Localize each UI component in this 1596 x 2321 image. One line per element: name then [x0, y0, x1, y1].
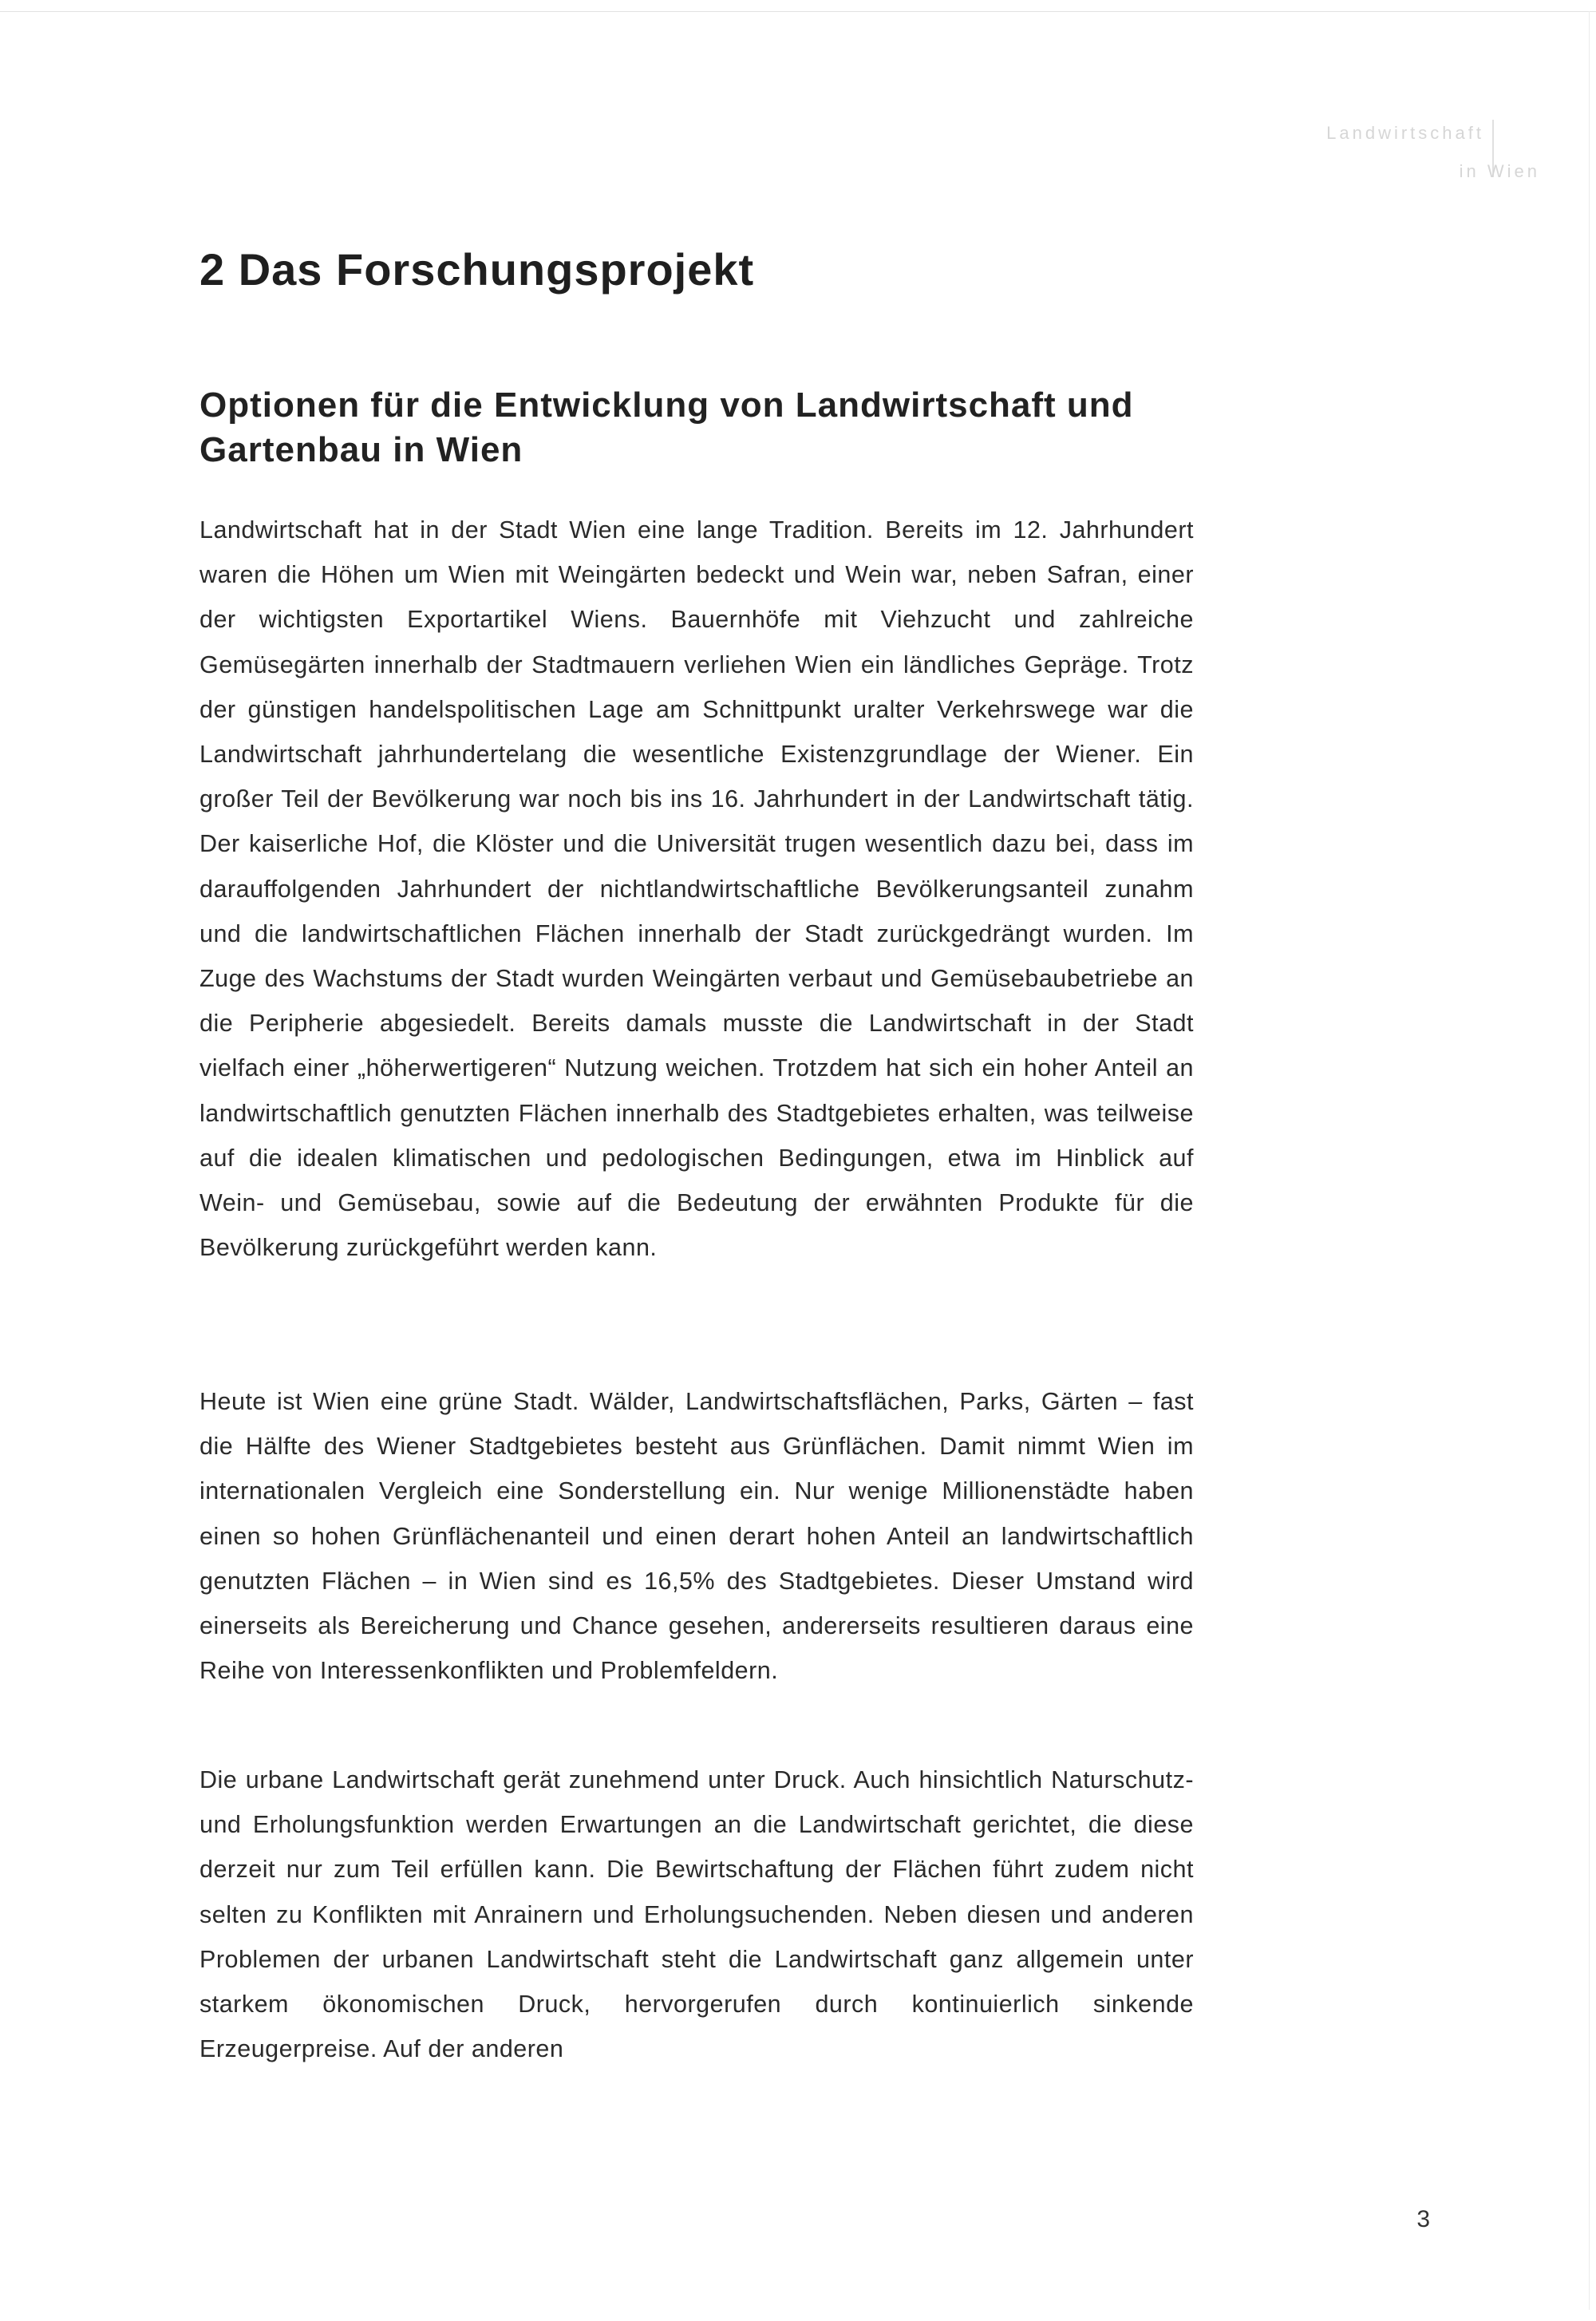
paragraph-history: Landwirtschaft hat in der Stadt Wien eine lange Tradition. Bereits im 12. Jahrhundert waren die Höhen um Wien mit Weingärten bedeckt und Wein war, neben Safran, einer der wichtigsten Exportartikel Wiens. Bauernhöfe mit Viehzucht und zahlreiche Gemüsegärten innerhalb der Stadtmauern verliehen Wien ein ländliches Gepräge. Trotz der günstigen handelspolitischen Lage am Schnittpunkt uralter Verkehrswege war die Landwirtschaft jahrhundertelang die wesentliche Existenzgrundlage der Wiener. Ein großer Teil der Bevölkerung war noch bis ins 16. Jahrhundert in der Landwirtschaft tätig. Der kaiserliche Hof, die Klöster und die Universität trugen wesentlich dazu bei, dass im darauffolgenden Jahrhundert der nichtlandwirtschaftliche Bevölkerungsanteil zunahm und die landwirtschaftlichen Flächen innerhalb der Stadt zurückgedrängt wurden. Im Zuge des Wachstums der Stadt wurden Weingärten verbaut und Gemüsebaubetriebe an die Peripherie abgesiedelt. Bereits damals musste die Landwirtschaft in der Stadt vielfach einer „höherwertigeren“ Nutzung weichen. Trotzdem hat sich ein hoher Anteil an landwirtschaftlich genutzten Flächen innerhalb des Stadtgebietes erhalten, was teilweise auf die idealen klimatischen und pedologischen Bedingungen, etwa im Hinblick auf Wein- und Gemüsebau, sowie auf die Bedeutung der erwähnten Produkte für die Bevölkerung zurückgeführt werden kann. [200, 516, 1194, 1262]
running-header [1326, 120, 1540, 192]
section-title: Optionen für die Entwicklung von Landwirtschaft und Gartenbau in Wien [200, 386, 1134, 469]
paragraph-pressure: Die urbane Landwirtschaft gerät zunehmend unter Druck. Auch hinsichtlich Naturschutz- und Erholungsfunktion werden Erwartungen an die Landwirtschaft gerichtet, die diese derzeit nur zum Teil erfüllen kann. Die Bewirtschaftung der Flächen führt zudem nicht selten zu Konflikten mit Anrainern und Erholungsuchenden. Neben diesen und anderen Problemen der urbanen Landwirtschaft steht die Landwirtschaft ganz allgemein unter starkem ökonomischen Druck, hervorgerufen durch kontinuierlich sinkende Erzeugerpreise. Auf der anderen [200, 1766, 1194, 2063]
page-number: 3 [1416, 2206, 1430, 2232]
chapter-title: 2 Das Forschungsprojekt [200, 244, 755, 295]
running-header-title: Landwirtschaft [1326, 123, 1484, 143]
page-right-edge [1589, 11, 1590, 2310]
page-top-edge [0, 11, 1596, 12]
paragraph-green-city: Heute ist Wien eine grüne Stadt. Wälder, Landwirtschaftsflächen, Parks, Gärten – fast die Hälfte des Wiener Stadtgebietes besteht aus Grünflächen. Damit nimmt Wien im internationalen Vergleich eine Sonderstellung ein. Nur wenige Millionenstädte haben einen so hohen Grünflächenanteil und einen derart hohen Anteil an landwirtschaftlich genutzten Flächen – in Wien sind es 16,5% des Stadtgebietes. Dieser Umstand wird einerseits als Bereicherung und Chance gesehen, andererseits resultieren daraus eine Reihe von Interessenkonflikten und Problemfeldern. [200, 1388, 1194, 1685]
running-header-subtitle: in Wien [1459, 161, 1540, 181]
